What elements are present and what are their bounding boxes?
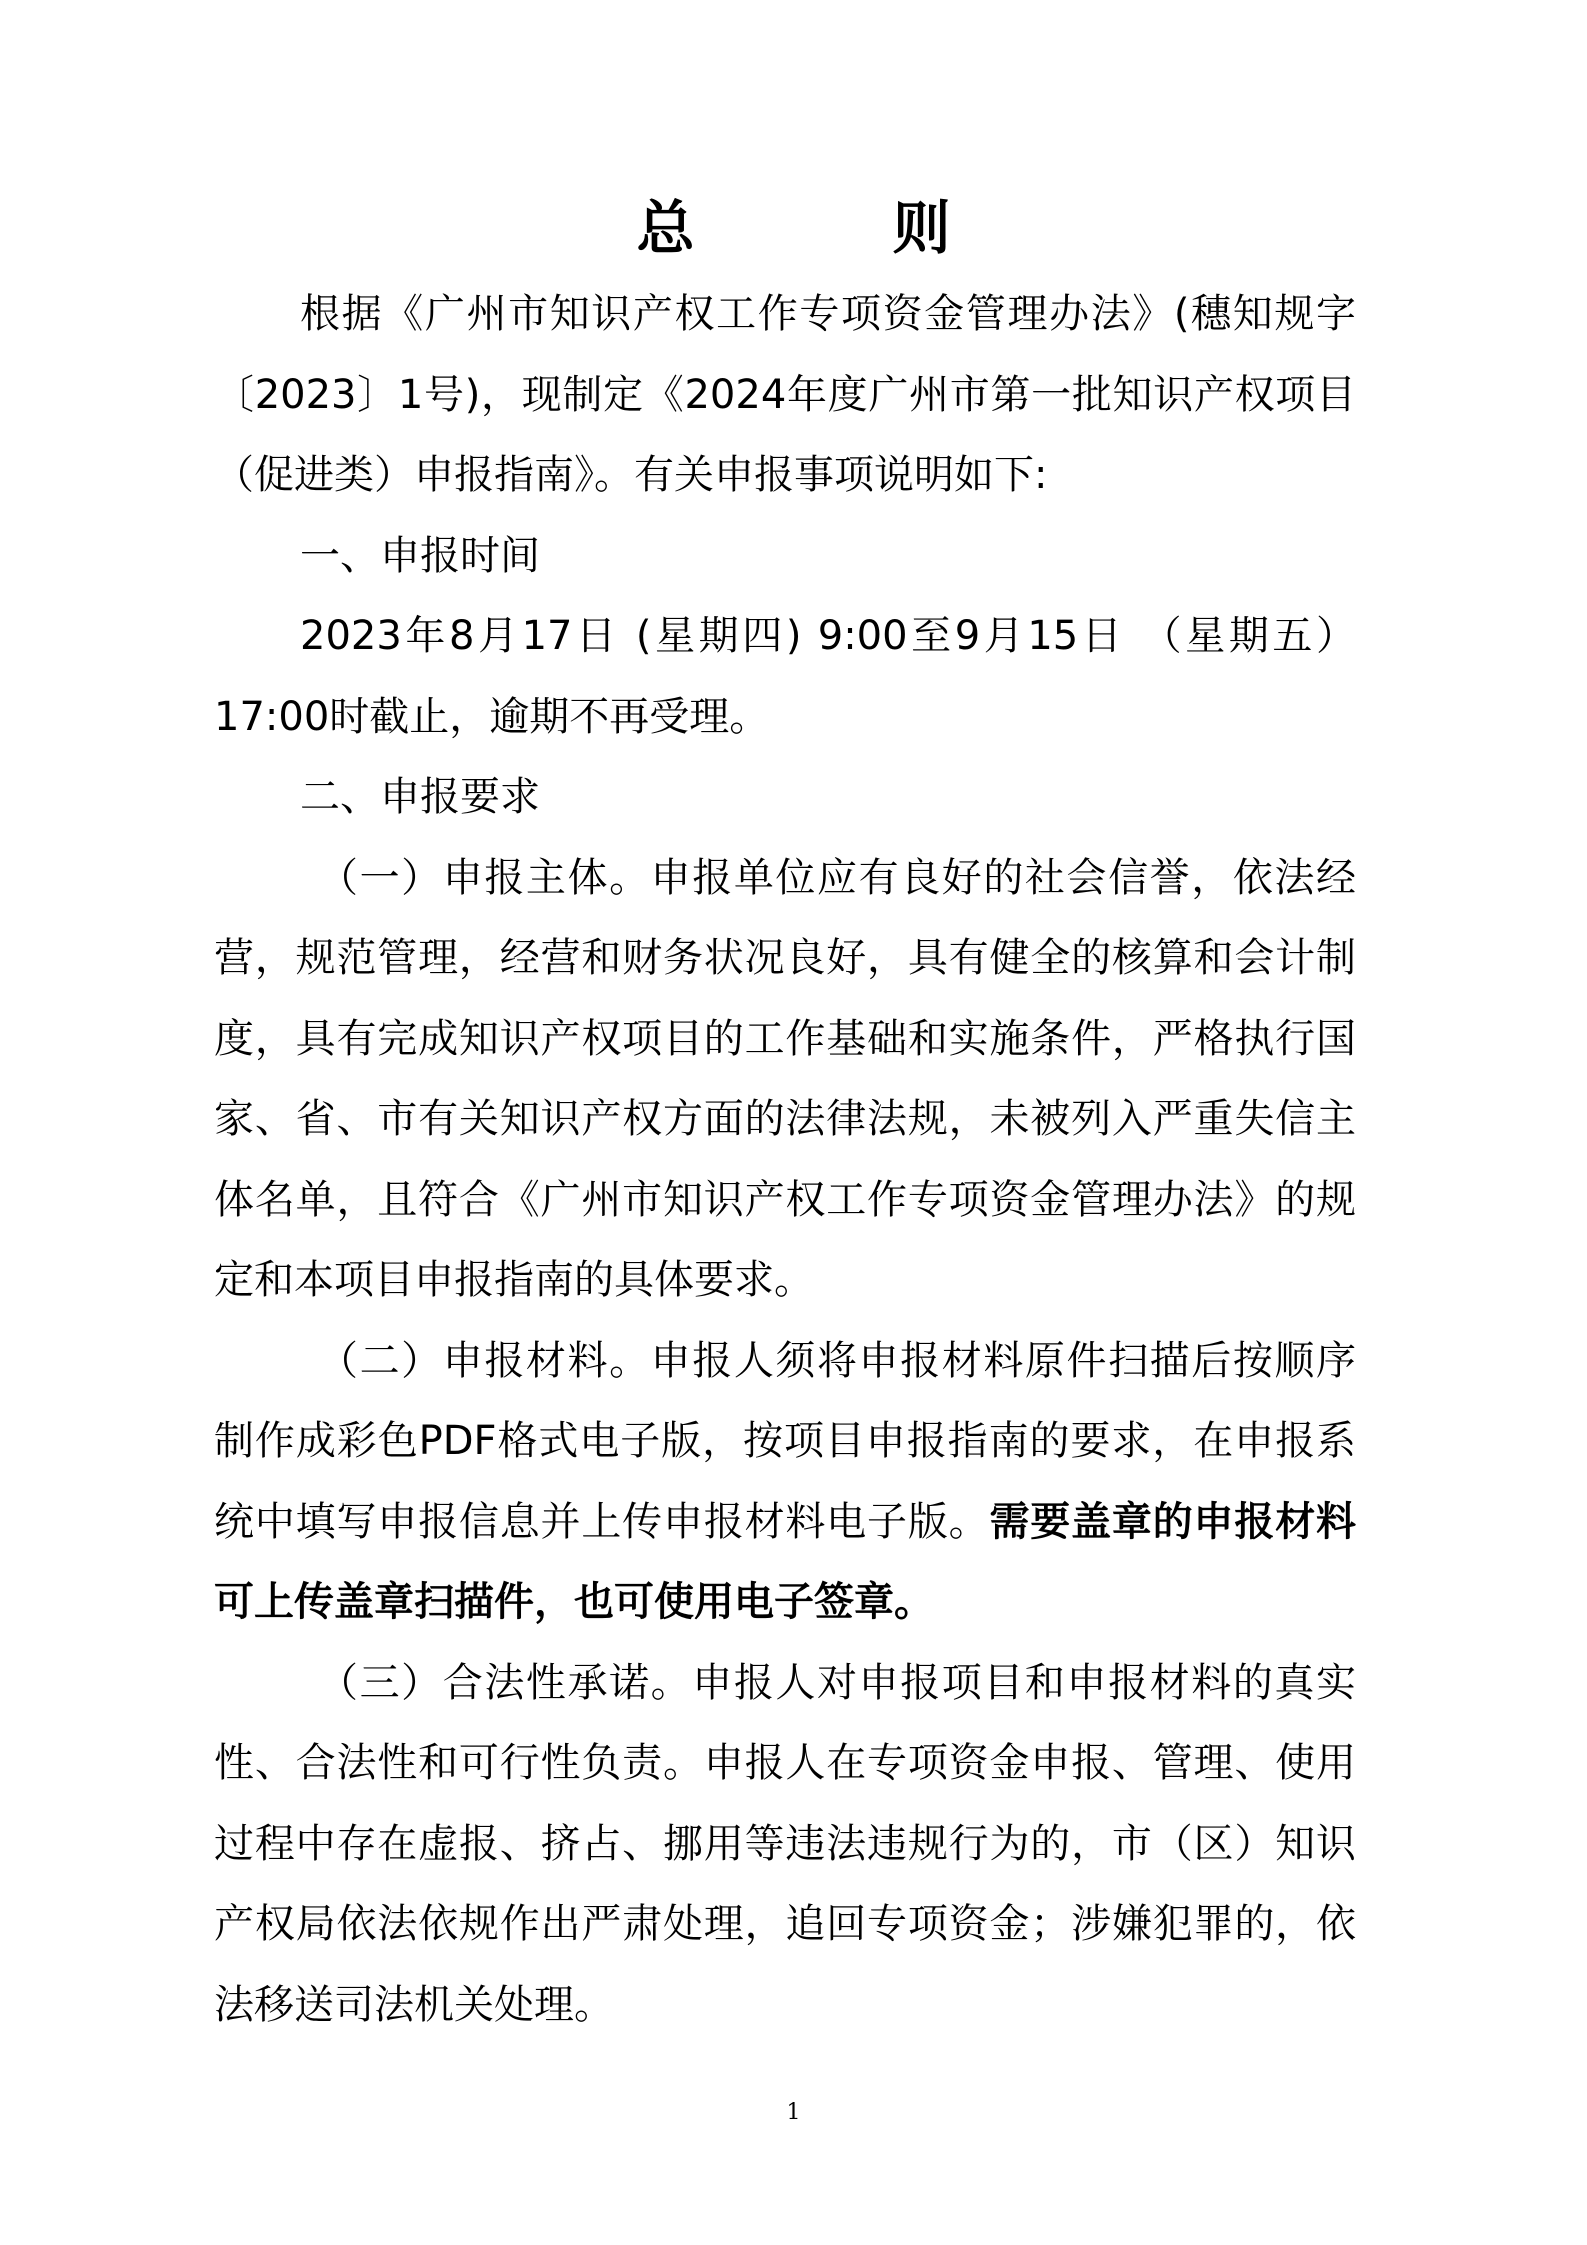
section-heading-application-time: 一、申报时间 [300, 532, 540, 579]
application-time-paragraph: 2023年8月17日 (星期四) 9:00至9月15日 （星期五）17:00时截止，逾期不再受理。 [214, 613, 1356, 740]
materials-seal-note: 需要盖章的申报材料可上传盖章扫描件，也可使用电子签章。 [214, 1498, 1357, 1625]
document-title: 总 则 [636, 194, 1021, 262]
intro-paragraph: 根据《广州市知识产权工作专项资金管理办法》(穗知规字〔2023〕1号)，现制定《2024年度广州市第一批知识产权项目（促进类）申报指南》。有关申报事项说明如下: [214, 291, 1356, 498]
document-body [214, 274, 1356, 2045]
page-number: 1 [786, 2100, 801, 2125]
requirement-legality-paragraph: （三）合法性承诺。申报人对申报项目和申报材料的真实性、合法性和可行性负责。申报人在专项资金申报、管理、使用过程中存在虚报、挤占、挪用等违法违规行为的，市（区）知识产权局依法依规作出严肃处理，追回专项资金；涉嫌犯罪的，依法移送司法机关处理。 [214, 1659, 1356, 2028]
requirement-applicant-paragraph: （一）申报主体。申报单位应有良好的社会信誉，依法经营，规范管理，经营和财务状况良好，具有健全的核算和会计制度，具有完成知识产权项目的工作基础和实施条件，严格执行国家、省、市有关知识产权方面的法律法规，未被列入严重失信主体名单，且符合《广州市知识产权工作专项资金管理办法》的规定和本项目申报指南的具体要求。 [214, 854, 1356, 1303]
section-heading-requirements: 二、申报要求 [300, 774, 540, 820]
requirement-materials-paragraph [214, 1321, 1356, 1643]
materials-text: （二）申报材料。申报人须将申报材料原件扫描后按顺序制作成彩色PDF格式电子版，按项目申报指南的要求，在申报系统中填写申报信息并上传申报材料电子版。 [214, 1337, 1356, 1545]
